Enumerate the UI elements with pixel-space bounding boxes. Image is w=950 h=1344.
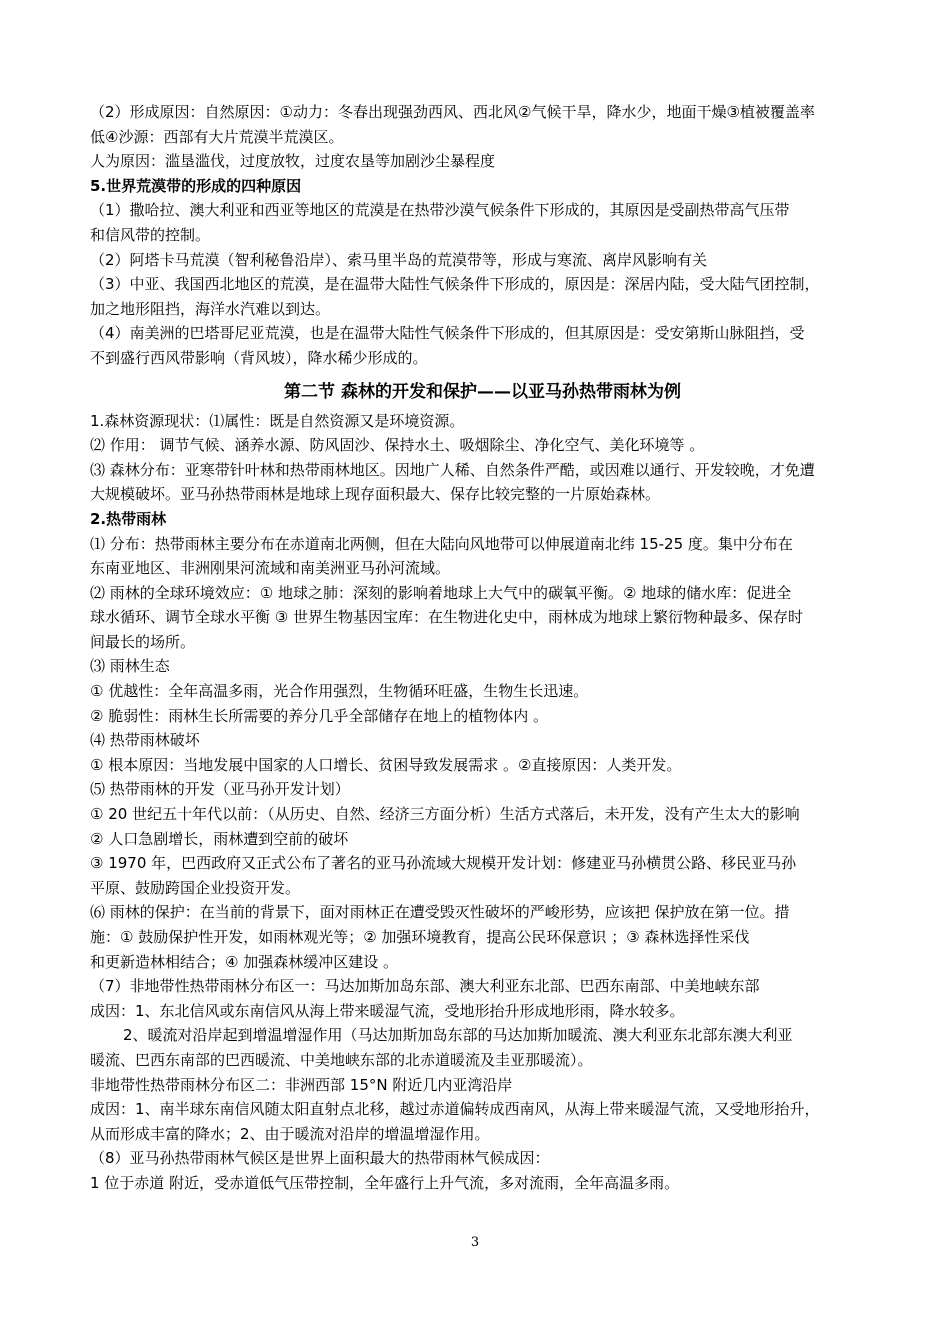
text-line: 2、暖流对沿岸起到增温增湿作用（马达加斯加岛东部的马达加斯加暖流、澳大利亚东北部东澳大利亚 bbox=[123, 1026, 793, 1045]
text-line: 非地带性热带雨林分布区二：非洲西部 15°N 附近几内亚湾沿岸 bbox=[90, 1075, 513, 1094]
text-line: 和更新造林相结合；④ 加强森林缓冲区建设 。 bbox=[90, 952, 398, 971]
text-line: ③ 1970 年，巴西政府又正式公布了著名的亚马孙流域大规模开发计划：修建亚马孙横贯公路、移民亚马孙 bbox=[90, 854, 797, 873]
text-line: （4）南美洲的巴塔哥尼亚荒漠，也是在温带大陆性气候条件下形成的，但其原因是：受安第斯山脉阻挡，受 bbox=[90, 324, 805, 343]
text-line: 人为原因：滥垦滥伐，过度放牧，过度农垦等加剧沙尘暴程度 bbox=[90, 152, 496, 171]
text-line: 东南亚地区、非洲刚果河流域和南美洲亚马孙河流域。 bbox=[90, 559, 451, 578]
text-line: 低④沙源：西部有大片荒漠半荒漠区。 bbox=[90, 127, 344, 146]
text-line: ⑵ 作用： 调节气候、涵养水源、防风固沙、保持水土、吸烟除尘、净化空气、美化环境等 。 bbox=[90, 436, 705, 455]
text-line: 间最长的场所。 bbox=[90, 632, 196, 651]
text-line: （1）撒哈拉、澳大利亚和西亚等地区的荒漠是在热带沙漠气候条件下形成的，其原因是受副热带高气压带 bbox=[90, 201, 790, 220]
text-line: 和信风带的控制。 bbox=[90, 225, 211, 244]
text-line: （2）阿塔卡马荒漠（智利秘鲁沿岸）、索马里半岛的荒漠带等，形成与寒流、离岸风影响有关 bbox=[90, 250, 708, 269]
text-line: （7）非地带性热带雨林分布区一：马达加斯加岛东部、澳大利亚东北部、巴西东南部、中美地峡东部 bbox=[90, 977, 760, 996]
text-line: 从而形成丰富的降水；2、由于暖流对沿岸的增温增湿作用。 bbox=[90, 1124, 490, 1143]
text-line: ① 20 世纪五十年代以前：（从历史、自然、经济三方面分析）生活方式落后，未开发，没有产生太大的影响 bbox=[90, 805, 800, 824]
section-title: 第二节 森林的开发和保护——以亚马孙热带雨林为例 bbox=[284, 381, 681, 402]
text-line: 球水循环、调节全球水平衡 ③ 世界生物基因宝库：在生物进化史中，雨林成为地球上繁衍物种最多、保存时 bbox=[90, 608, 803, 627]
text-line: ⑷ 热带雨林破坏 bbox=[90, 731, 200, 750]
text-line: 成因：1、东北信风或东南信风从海上带来暖湿气流，受地形抬升形成地形雨，降水较多。 bbox=[90, 1001, 685, 1020]
text-line: 平原、鼓励跨国企业投资开发。 bbox=[90, 878, 301, 897]
text-line: （2）形成原因：自然原因：①动力：冬春出现强劲西风、西北风②气候干旱，降水少，地面干燥③植被覆盖率 bbox=[90, 103, 815, 121]
text-line: ⑴ 分布：热带雨林主要分布在赤道南北两侧，但在大陆向风地带可以伸展道南北纬 15-25 度。集中分布在 bbox=[90, 534, 793, 553]
text-line: ① 优越性：全年高温多雨，光合作用强烈，生物循环旺盛，生物生长迅速。 bbox=[90, 682, 589, 701]
text-line: ⑸ 热带雨林的开发（亚马孙开发计划） bbox=[90, 780, 350, 799]
section-desertification bbox=[90, 100, 875, 371]
text-line: （3）中亚、我国西北地区的荒漠，是在温带大陆性气候条件下形成的，原因是：深居内陆，受大陆气团控制， bbox=[90, 275, 820, 294]
heading-desert-causes: 5.世界荒漠带的形成的四种原因 bbox=[90, 176, 302, 195]
text-line: （8）亚马孙热带雨林气候区是世界上面积最大的热带雨林气候成因： bbox=[90, 1149, 550, 1168]
text-line: 加之地形阻挡，海洋水汽难以到达。 bbox=[90, 299, 331, 318]
section-rainforest bbox=[90, 409, 875, 1196]
text-line: ⑶ 雨林生态 bbox=[90, 657, 170, 676]
document-body bbox=[90, 100, 875, 1196]
text-line: ⑹ 雨林的保护：在当前的背景下，面对雨林正在遭受毁灭性破坏的严峻形势，应该把 保护放在第一位。措 bbox=[90, 903, 790, 922]
text-line: 1 位于赤道 附近，受赤道低气压带控制，全年盛行上升气流，多对流雨，全年高温多雨。 bbox=[90, 1173, 680, 1192]
text-line: 成因：1、南半球东南信风随太阳直射点北移，越过赤道偏转成西南风，从海上带来暖湿气流，又受地形抬升， bbox=[90, 1100, 820, 1119]
text-line: 大规模破坏。亚马孙热带雨林是地球上现存面积最大、保存比较完整的一片原始森林。 bbox=[90, 485, 661, 504]
text-line: 不到盛行西风带影响（背风坡），降水稀少形成的。 bbox=[90, 348, 428, 367]
text-line: ① 根本原因：当地发展中国家的人口增长、贫困导致发展需求 。②直接原因：人类开发。 bbox=[90, 755, 682, 774]
text-line: ⑶ 森林分布：亚寒带针叶林和热带雨林地区。因地广人稀、自然条件严酷，或因难以通行、开发较晚，才免遭 bbox=[90, 460, 815, 479]
text-line: ② 脆弱性：雨林生长所需要的养分几乎全部储存在地上的植物体内 。 bbox=[90, 706, 548, 725]
text-line: 暖流、巴西东南部的巴西暖流、中美地峡东部的北赤道暖流及圭亚那暖流）。 bbox=[90, 1050, 593, 1069]
text-line: 1.森林资源现状：⑴属性：既是自然资源又是环境资源。 bbox=[90, 411, 465, 430]
heading-rainforest: 2.热带雨林 bbox=[90, 509, 167, 528]
text-line: ② 人口急剧增长，雨林遭到空前的破坏 bbox=[90, 829, 349, 848]
text-line: ⑵ 雨林的全球环境效应：① 地球之肺：深刻的影响着地球上大气中的碳氧平衡。② 地球的储水库：促进全 bbox=[90, 583, 792, 602]
page-number: 3 bbox=[470, 1235, 480, 1250]
text-line: 施：① 鼓励保护性开发，如雨林观光等；② 加强环境教育，提高公民环保意识 ；③ 森林选择性采伐 bbox=[90, 928, 750, 946]
